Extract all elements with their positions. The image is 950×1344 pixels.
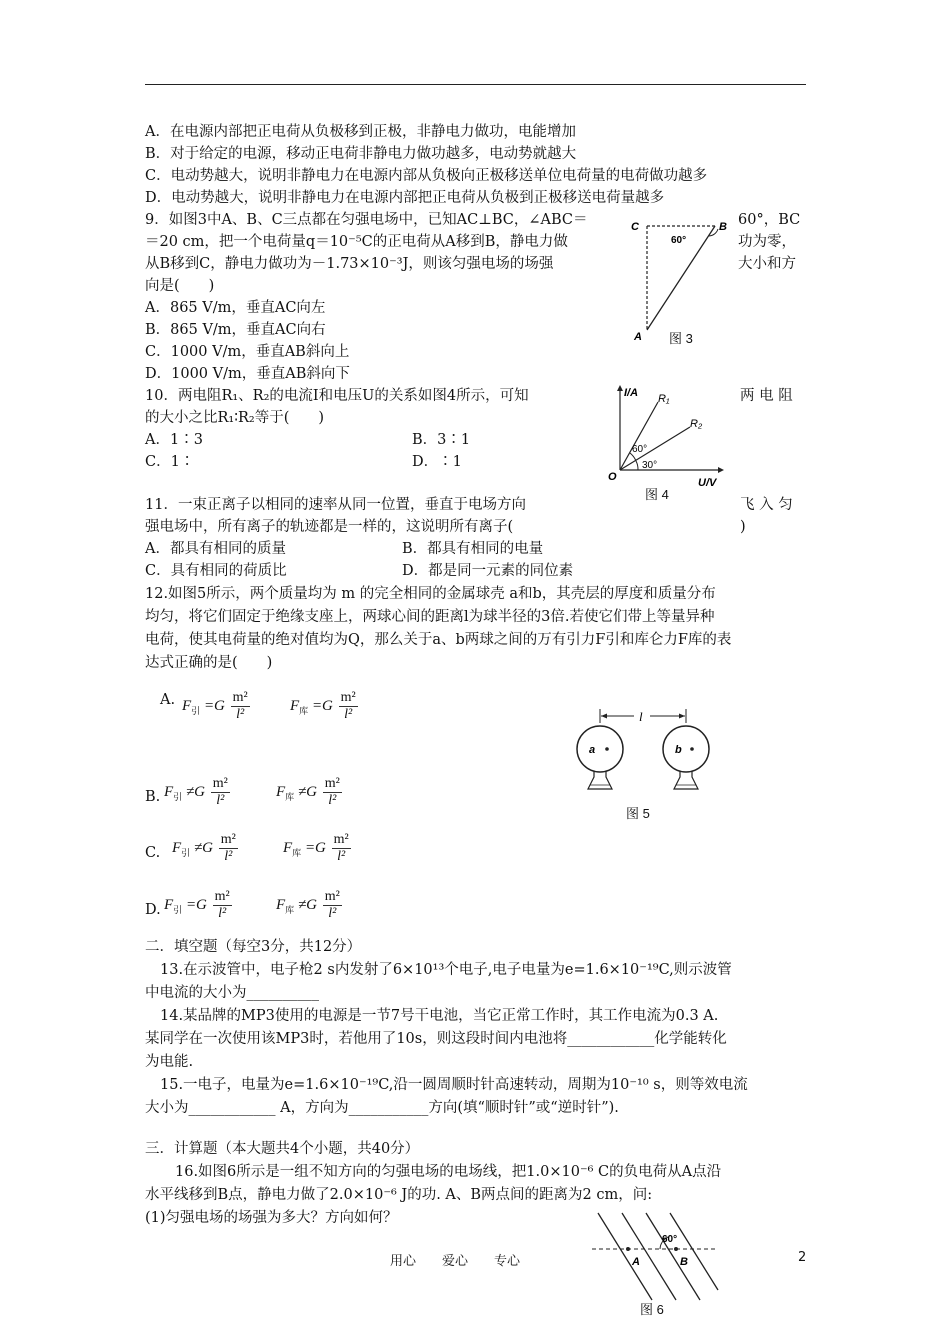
q10-option-b: B．3∶1 [412, 432, 471, 448]
q11-option-c: C．具有相同的荷质比 [145, 563, 287, 579]
q10-text-1b: 两 电 阻 [740, 388, 793, 404]
q16-text-2: 水平线移到B点，静电力做了2.0×10⁻⁶ J的功. A、B两点间的距离为2 cm，问: [145, 1187, 653, 1203]
q12-option-c-coulomb: $F_库 =G$ $\frac{\text{m²}}{\text{l²}}$ [283, 832, 349, 864]
q14-text-2: 某同学在一次使用该MP3时，若他用了10s，则这段时间内电池将____________化学能转化 [145, 1031, 727, 1047]
section-3-heading: 三．计算题（本大题共4个小题，共40分） [145, 1141, 420, 1157]
q12-text-3: 电荷，使其电荷量的绝对值均为Q，那么关于a、b两球之间的万有引力F引和库仑力F库的表 [145, 632, 732, 648]
figure-5-spheres [570, 705, 720, 805]
fig4-x-label: U/V [698, 477, 717, 489]
q14-text-1: 14.某品牌的MP3使用的电源是一节7号干电池，当它正常工作时，其工作电流为0.3 A. [160, 1008, 719, 1024]
fig3-label-b: B [719, 221, 727, 233]
fig6-label-a: A [632, 1256, 640, 1268]
fig6-caption: 图 6 [640, 1302, 664, 1317]
fig3-angle: 60° [671, 235, 687, 246]
q12-option-a-coulomb: $F_库 =G$ $\frac{\text{m²}}{\text{l²}}$ [290, 690, 356, 722]
q9-text-4: 向是( ) [145, 278, 215, 294]
q9-option-b: B．865 V/m，垂直AC向右 [145, 322, 326, 338]
fig4-angle-30: 30° [642, 460, 658, 471]
q12-text-2: 均匀，将它们固定于绝缘支座上，两球心间的距离l为球半径的3倍.若使它们带上等量异种 [145, 609, 715, 625]
fig5-label-b: b [675, 744, 682, 756]
q8-option-a: A．在电源内部把正电荷从负极移到正极，非静电力做功，电能增加 [145, 124, 576, 140]
q10-text-2: 的大小之比R₁∶R₂等于( ) [145, 410, 325, 426]
fig5-caption: 图 5 [626, 806, 650, 821]
q9-text-3: 从B移到C，静电力做功为－1.73×10⁻³J，则该匀强电场的场强 [145, 256, 554, 272]
q12-option-b-label: B. [145, 789, 161, 805]
q12-option-a-label: A. [160, 692, 176, 708]
q11-text-2b: ) [740, 519, 746, 535]
q12-option-b-coulomb: $F_库 \ne G$ $\frac{\text{m²}}{\text{l²}}$ [276, 776, 340, 808]
q11-option-a: A．都具有相同的质量 [145, 541, 286, 557]
q12-option-a-gravity: $F_引 =G$ $\frac{\text{m²}}{\text{l²}}$ [182, 690, 248, 722]
q9-option-a: A．865 V/m，垂直AC向左 [145, 300, 326, 316]
q9-text-1b: 60°，BC [738, 212, 801, 228]
q12-option-b-gravity: $F_引 \ne G$ $\frac{\text{m²}}{\text{l²}}$ [164, 776, 228, 808]
fig3-label-a: A [634, 331, 642, 343]
q8-option-b: B．对于给定的电源，移动正电荷非静电力做功越多，电动势就越大 [145, 146, 577, 162]
q10-option-a: A．1∶3 [145, 432, 203, 448]
q16-text-3: (1)匀强电场的场强为多大？方向如何？ [145, 1210, 398, 1226]
q8-option-c: C．电动势越大，说明非静电力在电源内部从负极向正极移送单位电荷量的电荷做功越多 [145, 168, 708, 184]
q8-option-d: D．电动势越大，说明非静电力在电源内部把正电荷从负极到正极移送电荷量越多 [145, 190, 665, 206]
q11-option-b: B．都具有相同的电量 [402, 541, 544, 557]
figure-6-field-lines [590, 1210, 720, 1302]
q13-text-2: 中电流的大小为__________ [145, 985, 319, 1001]
q13-text-1: 13.在示波管中，电子枪2 s内发射了6×10¹³个电子,电子电量为e=1.6×10⁻¹⁹C,则示波管 [160, 962, 732, 978]
fig4-angle-60: 60° [632, 444, 648, 455]
fig6-label-b: B [680, 1256, 688, 1268]
fig5-label-a: a [589, 744, 596, 756]
q9-option-c: C．1000 V/m，垂直AB斜向上 [145, 344, 350, 360]
q9-text-1: 9．如图3中A、B、C三点都在匀强电场中，已知AC⊥BC，∠ABC＝ [145, 212, 588, 228]
fig4-origin: O [608, 471, 617, 483]
q11-text-1: 11．一束正离子以相同的速率从同一位置，垂直于电场方向 [145, 497, 526, 513]
q12-option-d-label: D. [145, 902, 161, 918]
q10-option-c: C．1∶ [145, 454, 195, 470]
q12-option-c-gravity: $F_引 \ne G$ $\frac{\text{m²}}{\text{l²}}$ [172, 832, 236, 864]
q9-text-2b: 功为零， [738, 234, 796, 250]
fig4-r2: R₂ [690, 418, 703, 430]
fig3-label-c: C [631, 221, 639, 233]
figure-4-iu-graph [600, 382, 730, 490]
q9-option-d: D．1000 V/m，垂直AB斜向下 [145, 366, 350, 382]
q14-text-3: 为电能. [145, 1054, 194, 1070]
fig4-y-label: I/A [624, 387, 639, 399]
fig3-caption: 图 3 [669, 331, 693, 346]
q11-text-1b: 飞 入 匀 [740, 497, 793, 513]
q12-text-4: 达式正确的是( ) [145, 655, 273, 671]
fig5-distance-label: l [639, 709, 643, 724]
footer-motto: 用心 爱心 专心 [390, 1254, 521, 1269]
q15-text-1: 15.一电子，电量为e=1.6×10⁻¹⁹C,沿一圆周顺时针高速转动，周期为10⁻¹⁰ s，则等效电流 [160, 1077, 748, 1093]
page-number: 2 [798, 1250, 807, 1265]
q16-text-1: 16.如图6所示是一组不知方向的匀强电场的电场线，把1.0×10⁻⁶ C的负电荷从A点沿 [175, 1164, 722, 1180]
section-2-heading: 二．填空题（每空3分，共12分） [145, 939, 362, 955]
q9-text-3b: 大小和方 [738, 256, 796, 272]
q9-text-2: ＝20 cm，把一个电荷量q＝10⁻⁵C的正电荷从A移到B，静电力做 [145, 234, 568, 250]
fig4-caption: 图 4 [645, 487, 669, 502]
q12-option-d-coulomb: $F_库 \ne G$ $\frac{\text{m²}}{\text{l²}}$ [276, 889, 340, 921]
q12-option-d-gravity: $F_引 =G$ $\frac{\text{m²}}{\text{l²}}$ [164, 889, 230, 921]
q10-option-d: D．∶1 [412, 454, 462, 470]
q11-option-d: D．都是同一元素的同位素 [402, 563, 574, 579]
q12-text-1: 12.如图5所示，两个质量均为 m 的完全相同的金属球壳 a和b，其壳层的厚度和质量分布 [145, 586, 716, 602]
q11-text-2: 强电场中，所有离子的轨迹都是一样的，这说明所有离子( [145, 519, 514, 535]
fig6-angle: 60° [662, 1234, 678, 1245]
fig4-r1: R₁ [658, 393, 670, 405]
q10-text-1: 10．两电阻R₁、R₂的电流I和电压U的关系如图4所示，可知 [145, 388, 529, 404]
q15-text-2: 大小为____________ A，方向为___________方向(填“顺时针”或“逆时针”). [145, 1100, 619, 1116]
q12-option-c-label: C. [145, 845, 161, 861]
header-rule [145, 84, 806, 85]
